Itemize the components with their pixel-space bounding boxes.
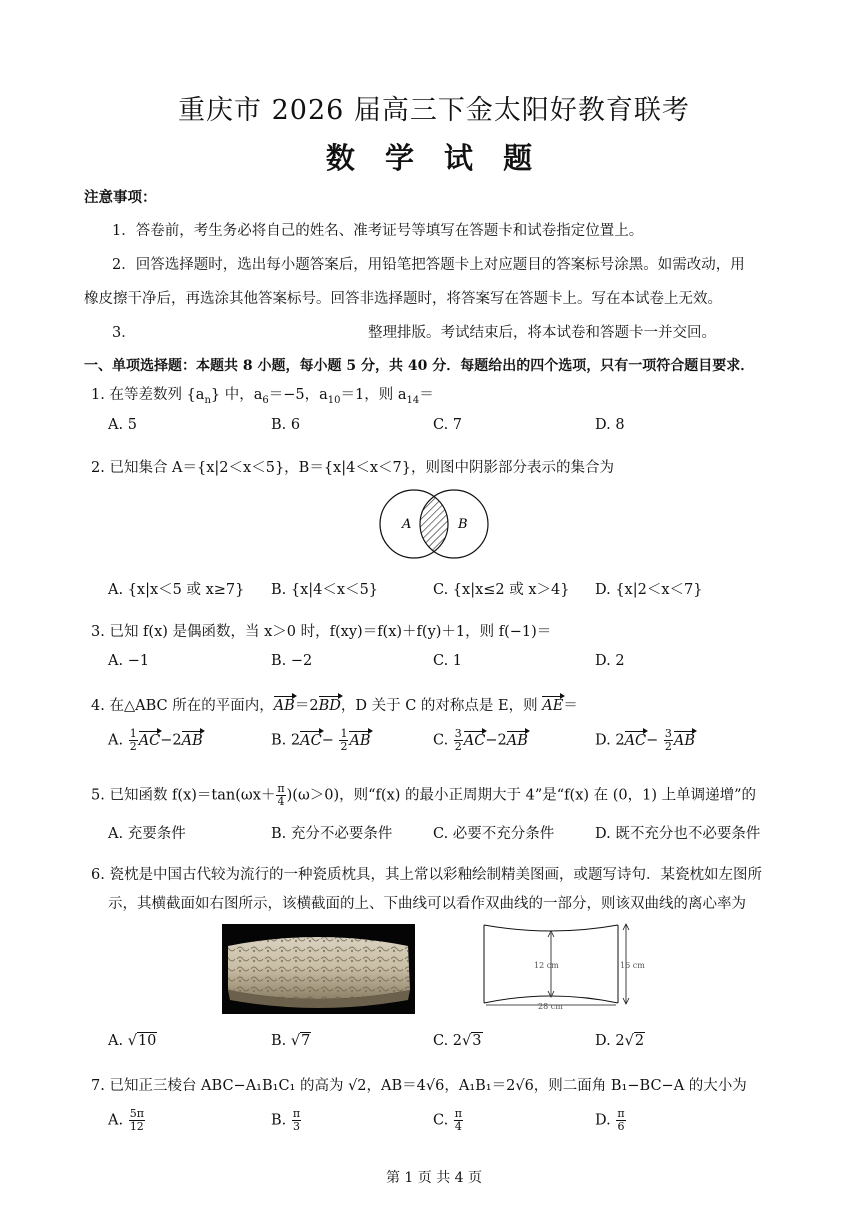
vector-ab: AB [349,732,371,749]
option-label: B. [271,1033,291,1049]
option-label: D. [595,1112,611,1129]
q2-option-a: A. {x|x＜5 或 x≥7} [108,582,245,598]
venn-label-b: B [458,517,468,532]
q1-option-b: B. 6 [271,417,301,433]
page-footer: 第 1 页 共 4 页 [385,1170,483,1186]
q3-option-d: D. 2 [595,653,625,669]
q4-option-d [595,728,695,753]
q4-part: − [321,732,334,749]
fraction-den: 6 [617,1120,625,1133]
fraction [616,1108,625,1133]
vector-ac: AC [624,732,647,749]
fraction [454,728,463,753]
fraction [454,1108,463,1133]
question-1-stem [91,383,434,406]
q4-part: 4. 在△ABC 所在的平面内， [91,698,274,714]
q1-sub: 10 [327,394,341,406]
vector-ac: AC [463,732,486,749]
q1-part: ＝1，则 a [340,387,407,403]
sqrt: √3 [462,1033,482,1049]
fraction [339,728,348,753]
q1-part: 1. 在等差数列 {a [91,387,205,403]
q3-option-b: B. −2 [271,653,313,669]
q6-option-d [595,1033,645,1049]
q3-option-c: C. 1 [433,653,463,669]
fraction-num: 3 [454,727,462,740]
vector-ab: AB [273,698,295,714]
q4-option-c [433,728,528,753]
vector-bd: BD [318,698,341,714]
q4-part: ＝ [563,698,578,714]
q5-option-a: A. 充要条件 [108,826,186,842]
q4-part: − [646,732,659,749]
fraction-num: π [617,1107,625,1120]
option-label: A. [108,1033,128,1049]
fraction-den: 3 [292,1120,300,1133]
fraction-den: 2 [664,740,672,753]
q4-part: −2 [160,732,182,749]
fraction-den: 2 [454,740,462,753]
q1-option-c: C. 7 [433,417,463,433]
q3-option-a: A. −1 [108,653,150,669]
question-5-stem [91,783,756,808]
sqrt: √2 [624,1033,645,1049]
q5-option-c: C. 必要不充分条件 [433,826,555,842]
vector-ac: AC [138,732,161,749]
q7-option-d [595,1108,627,1133]
sqrt: √7 [290,1033,311,1049]
fraction-num: 1 [129,727,137,740]
q5-part: )(ω＞0)，则“f(x) 的最小正周期大于 4”是“f(x) 在 (0，1) 上单调递增”的 [286,787,757,804]
q1-part: ＝ [419,387,434,403]
q1-part: ＝−5，a [268,387,328,403]
fraction-num: 5π [129,1107,144,1120]
fraction [664,728,673,753]
question-6-stem-line-2: 示，其横截面如右图所示，该横截面的上、下曲线可以看作双曲线的一部分，则该双曲线的离心率为 [108,896,746,912]
vector-ab: AB [181,732,203,749]
q4-part: ＝2 [294,698,319,714]
dimension-12cm: 12 cm [534,961,559,970]
radicand: 2 [634,1033,645,1049]
q5-option-d: D. 既不充分也不必要条件 [595,826,761,842]
question-6-stem-line-1: 6. 瓷枕是中国古代较为流行的一种瓷质枕具，其上常以彩釉绘制精美图画，或题写诗句．某瓷枕如左图所 [91,867,762,883]
q5-part: 5. 已知函数 f(x)＝tan(ωx＋ [91,787,276,804]
notice-item-3-number: 3． [112,325,136,341]
option-label: C. [433,732,449,749]
venn-label-a: A [402,517,412,532]
q6-option-b [271,1033,311,1049]
fraction-den: 12 [129,1120,144,1133]
q6-option-a [108,1033,157,1049]
exam-title: 重庆市 2026 届高三下金太阳好教育联考 [178,95,690,126]
notice-heading: 注意事项： [84,189,157,206]
q6-option-c [433,1033,483,1049]
fraction-num: 1 [340,727,348,740]
option-label: D. 2 [595,732,625,749]
vector-ae: AE [542,698,564,714]
option-label: B. 2 [271,732,301,749]
q1-part: } 中，a [210,387,263,403]
option-label: C. [433,1112,449,1129]
option-label: C. 2 [433,1033,463,1049]
notice-item-2-line-1: 2．回答选择题时，选出每小题答案后，用铅笔把答题卡上对应题目的答案标号涂黑。如需改动，用 [112,257,745,273]
q7-option-c [433,1108,464,1133]
question-3-stem: 3. 已知 f(x) 是偶函数，当 x＞0 时，f(xy)＝f(x)＋f(y)＋1，则 f(−1)＝ [91,624,552,640]
fraction [129,1108,145,1133]
fraction-num: π [454,1107,463,1120]
q1-sub: n [204,394,211,406]
q4-part: −2 [485,732,507,749]
q4-part: ，D 关于 C 的对称点是 E，则 [340,698,543,714]
radicand: 10 [137,1033,157,1049]
vector-ac: AC [300,732,322,749]
dimension-28cm: 28 cm [538,1002,563,1011]
fraction-num: π [277,782,285,795]
exam-subject-title: 数 学 试 题 [325,141,543,175]
radicand: 7 [301,1033,311,1049]
q1-option-a: A. 5 [108,417,137,433]
notice-item-1: 1．答卷前，考生务必将自己的姓名、准考证号等填写在答题卡和试卷指定位置上。 [112,223,644,239]
vector-ab: AB [673,732,696,749]
question-2-stem: 2. 已知集合 A＝{x|2＜x＜5}，B＝{x|4＜x＜7}，则图中阴影部分表示的集合为 [91,460,614,476]
q1-sub: 6 [262,394,269,406]
pillow-cross-section-diagram [478,921,652,1013]
fraction [129,728,138,753]
radicand: 3 [472,1033,482,1049]
q7-option-b [271,1108,302,1133]
porcelain-pillow-photo [222,924,415,1014]
q4-option-b [271,728,371,753]
question-7-stem: 7. 已知正三棱台 ABC−A₁B₁C₁ 的高为 √2，AB＝4√6，A₁B₁＝2√6，则二面角 B₁−BC−A 的大小为 [91,1078,747,1094]
option-label: D. 2 [595,1033,625,1049]
q1-option-d: D. 8 [595,417,625,433]
question-4-stem [91,694,578,715]
notice-item-3-text: 整理排版。考试结束后，将本试卷和答题卡一并交回。 [368,325,716,341]
venn-diagram [374,488,496,560]
fraction [276,783,285,808]
q2-option-c: C. {x|x≤2 或 x＞4} [433,582,570,598]
q4-option-a [108,728,203,753]
fraction-den: 4 [277,795,285,808]
fraction-num: π [292,1107,301,1120]
fraction-den: 2 [340,740,348,753]
sqrt: √10 [127,1033,157,1049]
option-label: A. [108,1112,124,1129]
fraction-den: 4 [454,1120,462,1133]
fraction [292,1108,301,1133]
q1-sub: 14 [406,394,420,406]
notice-item-2-line-2: 橡皮擦干净后，再选涂其他答案标号。回答非选择题时，将答案写在答题卡上。写在本试卷上无效。 [84,291,722,307]
fraction-den: 2 [129,740,137,753]
section-1-heading: 一、单项选择题：本题共 8 小题，每小题 5 分，共 40 分．每题给出的四个选项，只有一项符合题目要求． [84,358,755,374]
option-label: A. [108,732,124,749]
option-label: B. [271,1112,287,1129]
q2-option-d: D. {x|2＜x＜7} [595,582,703,598]
vector-ab: AB [506,732,528,749]
q2-option-b: B. {x|4＜x＜5} [271,582,379,598]
q5-option-b: B. 充分不必要条件 [271,826,393,842]
q7-option-a [108,1108,146,1133]
fraction-num: 3 [664,727,672,740]
dimension-16cm: 16 cm [620,961,645,970]
